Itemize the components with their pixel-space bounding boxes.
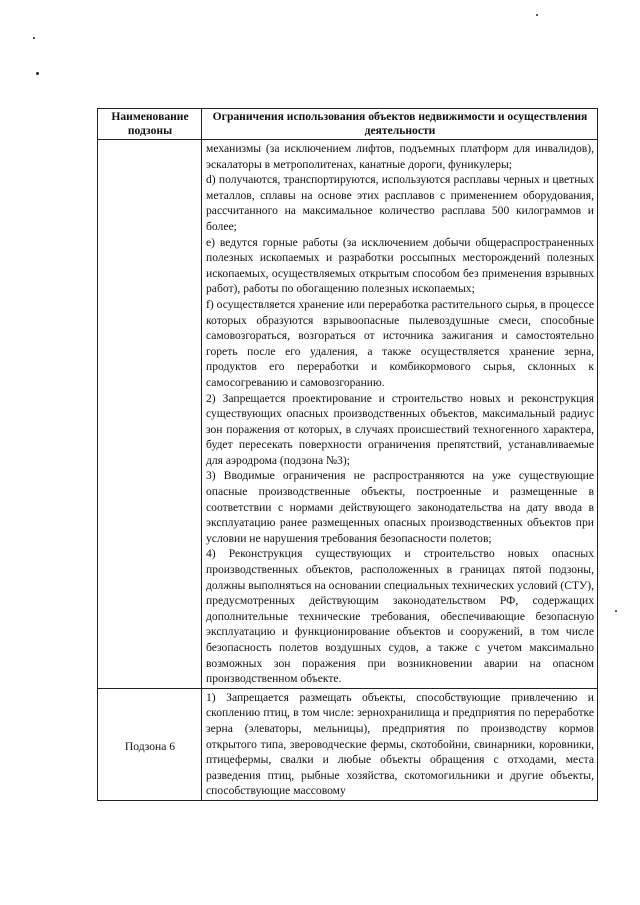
scan-speck: [615, 610, 617, 612]
subzone-label: Подзона 6: [124, 739, 176, 753]
subzone-cell: [98, 140, 202, 689]
subzone-cell: [98, 688, 202, 800]
restriction-paragraph: e) ведутся горные работы (за исключением добычи общераспространенных полезных ископаемых и разработки россыпных месторождений полезных ископаемых, осуществляемых открытым способом без применения взрывных работ), работы по обогащению полезных ископаемых;: [206, 235, 594, 296]
restriction-paragraph: f) осуществляется хранение или переработка растительного сырья, в процессе которых образуются взрывоопасные пылевоздушные смеси, способные самовозгораться, возгораться от источника зажигания и самостоятельно гореть после его удаления, а также осуществляется хранение зерна, продуктов его переработки и комбикормового сырья, склонных к самосогреванию и самовозгоранию.: [206, 297, 594, 389]
restriction-paragraph: механизмы (за исключением лифтов, подъемных платформ для инвалидов), эскалаторы в метрополитенах, канатные дороги, фуникулеры;: [206, 142, 594, 171]
scan-speck: [536, 14, 538, 16]
table-row: [98, 140, 598, 689]
restrictions-cell: [202, 688, 598, 800]
restriction-paragraph: d) получаются, транспортируются, используются расплавы черных и цветных металлов, сплавы на основе этих расплавов с применением оборудования, рассчитанного на максимальное количество расплава 500 килограммов и более;: [206, 173, 594, 233]
header-restrictions: Ограничения использования объектов недвижимости и осуществления деятельности: [202, 109, 598, 140]
table-row: [98, 688, 598, 800]
scan-speck: [33, 37, 35, 39]
restrictions-table: [97, 108, 598, 801]
restriction-paragraph: 4) Реконструкция существующих и строительство новых опасных производственных объектов, расположенных в границах пятой подзоны, должны выполняться на основании специальных технических условий (СТУ), предусмотренных действующим законодательством РФ, содержащих дополнительные технические требования, обеспечивающие безопасную эксплуатацию и функционирование объектов и сооружений, в том числе безопасность полетов воздушных судов, а также с учетом максимально возможных зон поражения при возникновении аварии на опасном производственном объекте.: [206, 547, 594, 686]
restriction-paragraph: 1) Запрещается размещать объекты, способствующие привлечению и скоплению птиц, в том числе: зернохранилища и предприятия по переработке зерна (элеваторы, мельницы), предприятия по производству кормов открытого типа, звероводческие фермы, скотобойни, свинарники, коровники, птицефермы, свалки и любые объекты обращения с отходами, места разведения птиц, рыбные хозяйства, скотомогильники и другие объекты, способствующие массовому: [206, 690, 594, 798]
restriction-paragraph: 3) Вводимые ограничения не распространяются на уже существующие опасные производственные объекты, построенные и размещенные в соответствии с нормами действующего законодательства на дату ввода в эксплуатацию ранее размещенных опасных производственных объектов при условии не нарушения требования безопасности полетов;: [206, 469, 594, 545]
table-header-row: [98, 109, 598, 140]
restriction-paragraph: 2) Запрещается проектирование и строительство новых и реконструкция существующих опасных производственных объектов, максимальный радиус зон поражения от которых, в случаях происшествий техногенного характера, будет пересекать поверхности ограничения препятствий, устанавливаемые для аэродрома (подзона №3);: [206, 391, 594, 467]
scan-speck: [36, 72, 39, 75]
header-subzone-name: Наименование подзоны: [98, 109, 202, 140]
restrictions-cell: [202, 140, 598, 689]
